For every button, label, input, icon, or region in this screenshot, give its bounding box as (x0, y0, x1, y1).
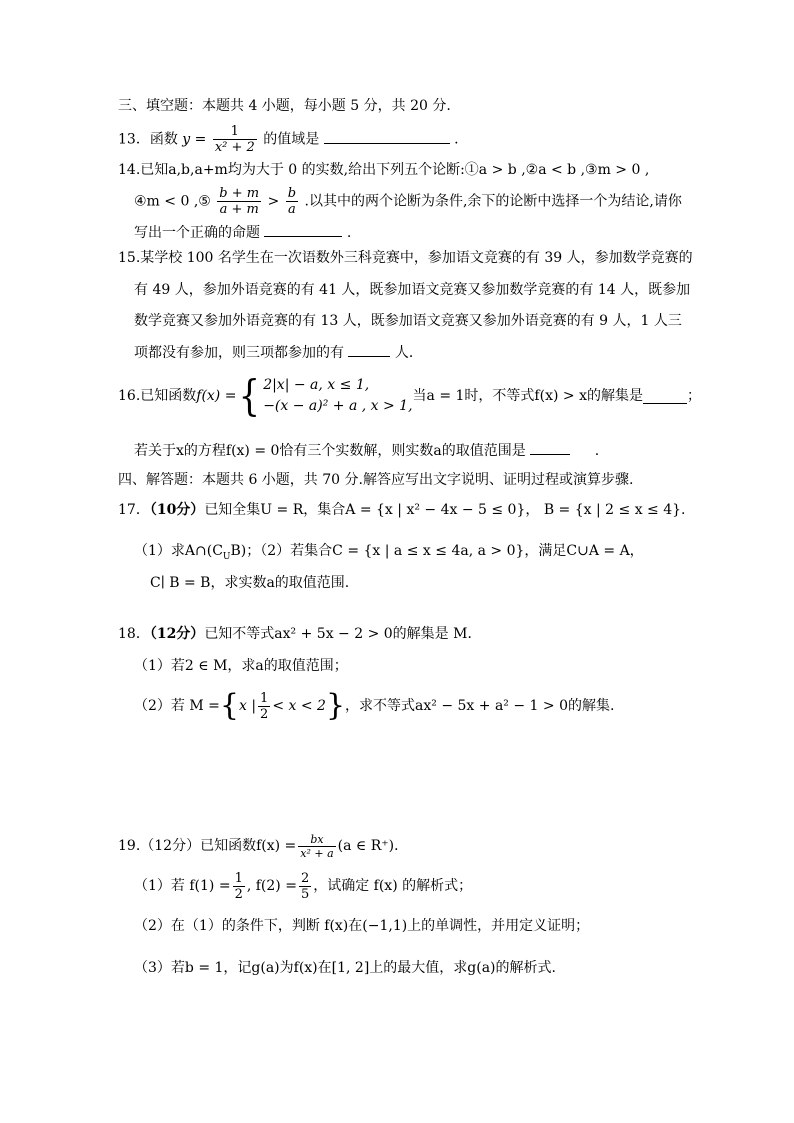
q14-fraction-1 (217, 186, 261, 217)
q14-f2-den: a (288, 202, 296, 217)
question-17-line-2 (134, 541, 644, 567)
q13-answer-blank[interactable] (324, 129, 450, 144)
question-16-line-1 (118, 368, 701, 424)
q14-f2-num: b (287, 186, 297, 201)
q14-f1-num: b + m (219, 186, 260, 201)
q17-number: 17． (118, 502, 150, 518)
question-19-line-3: （2）在（1）的条件下，判断 f(x)在(−1,1)上的单调性，并用定义证明； (134, 918, 590, 934)
q16-condition: 当a = 1时，不等式f(x) > x的解集是 (412, 388, 643, 404)
q13-lhs: y = (182, 131, 211, 148)
question-17-line-1 (118, 500, 686, 520)
question-16-line-2 (134, 440, 599, 461)
q18-l1-text: 已知不等式ax² + 5x − 2 > 0的解集是 M． (204, 626, 482, 642)
q16-case-1: 2|x| − a, x ≤ 1, (263, 377, 370, 393)
q16-brace: { (239, 371, 261, 420)
q19-f-fraction (298, 833, 335, 860)
q14-l2-suffix: .以其中的两个论断为条件,余下的论断中选择一个为结论,请你 (304, 193, 682, 210)
q18-set-num: 1 (260, 690, 269, 706)
q14-l2-prefix: ④m < 0 ,⑤ (134, 193, 211, 210)
q18-score: （12分） (149, 626, 205, 642)
q17-l2-text: （1）求A∩(C (134, 543, 223, 559)
q19-l2-mid: , f(2) = (246, 878, 297, 894)
q19-l2-suffix: ，试确定 f(x) 的解析式； (313, 878, 473, 894)
q16-prefix: 16.已知函数 (118, 388, 197, 404)
question-17-line-3: C∣ B = B，求实数a的取值范围. (150, 575, 350, 591)
q14-f1-den: a + m (219, 202, 259, 217)
question-15-line-4 (134, 342, 423, 363)
q18-number: 18． (118, 626, 150, 642)
q18-set-fraction (258, 691, 270, 722)
question-18-line-2: （1）若2 ∈ M，求a的取值范围； (134, 658, 348, 674)
q18-set-right: < x < 2 (272, 698, 326, 714)
q16-case-2: −(x − a)² + a , x > 1, (263, 398, 413, 414)
q17-l2-sub: U (222, 551, 231, 562)
q18-set-left: x | (238, 698, 257, 714)
question-14-line-3 (134, 222, 351, 243)
q14-gt: > (267, 193, 284, 210)
question-15-line-1: 15.某学校 100 名学生在一次语数外三科竞赛中，参加语文竞赛的有 39 人，参加数学竞赛的 (118, 250, 693, 266)
q16-l2-end: . (594, 443, 600, 459)
q18-left-brace: { (219, 688, 239, 723)
q16-answer-blank-2[interactable] (530, 440, 570, 455)
question-13 (118, 124, 459, 155)
q18-set-den: 2 (260, 706, 269, 722)
q15-answer-blank[interactable] (348, 342, 390, 357)
q18-l3-suffix: ，求不等式ax² − 5x + a² − 1 > 0的解集. (345, 698, 615, 714)
q17-l1-text: 已知全集U = R，集合A = {x | x² − 4x − 5 ≤ 0}， B = {x | 2 ≤ x ≤ 4}. (204, 502, 686, 518)
q19-v2-num: 2 (300, 870, 310, 886)
q17-l2-text-b: B)；（2）若集合C = {x | a ≤ x ≤ 4a, a > 0}，满足C∪A = A， (230, 543, 644, 559)
q16-fx: f(x) = (196, 388, 237, 404)
question-19-line-2 (134, 866, 472, 906)
q13-frac-den: x² + 2 (214, 140, 255, 155)
q13-end: . (454, 131, 459, 148)
q19-v2-den: 5 (300, 886, 310, 902)
q17-score: （10分） (149, 502, 205, 518)
question-15-line-2: 有 49 人，参加外语竞赛的有 41 人，既参加语文竞赛又参加数学竞赛的有 14 人，既参加 (134, 282, 691, 298)
q19-f-den: x² + a (300, 846, 334, 860)
question-14-line-1: 14.已知a,b,a+m均为大于 0 的实数,给出下列五个论断:①a > b ,②a < b ,③m > 0 , (118, 162, 650, 178)
q16-answer-blank-1[interactable] (643, 389, 687, 404)
q15-l4-end: 人． (394, 345, 423, 361)
q19-value-fraction-2 (299, 871, 311, 902)
q19-v1-den: 2 (234, 886, 243, 902)
q19-l1-suffix: (a ∈ R⁺)． (337, 838, 409, 854)
q19-value-fraction-1 (233, 871, 245, 902)
q15-l4-text: 项都没有参加，则三项都参加的有 (134, 345, 344, 361)
question-15-line-3: 数学竞赛又参加外语竞赛的有 13 人，既参加语文竞赛又参加外语竞赛的有 9 人，1 人三 (134, 313, 682, 329)
q14-l3-text: 写出一个正确的命题 (134, 225, 260, 241)
question-18-line-1 (118, 624, 481, 644)
question-19-line-1 (118, 828, 408, 864)
question-18-line-3 (134, 686, 614, 726)
q18-right-brace: } (325, 688, 346, 723)
q14-l3-end: . (346, 225, 352, 241)
q18-l3-prefix: （2）若 M = (134, 698, 220, 714)
section-4-heading: 四、解答题：本题共 6 小题，共 70 分.解答应写出文字说明、证明过程或演算步骤. (118, 472, 634, 488)
section-3-heading: 三、填空题：本题共 4 小题，每小题 5 分，共 20 分. (118, 98, 451, 114)
q19-l2-prefix: （1）若 f(1) = (134, 878, 231, 894)
q13-frac-num: 1 (213, 124, 257, 140)
q14-fraction-2 (286, 186, 298, 217)
q13-suffix: 的值域是 (263, 131, 320, 148)
q19-v1-num: 1 (234, 870, 243, 886)
q19-l1-prefix: 19.（12分）已知函数f(x) = (118, 838, 297, 854)
q16-cases (263, 375, 412, 417)
question-14-line-2 (134, 186, 682, 217)
question-19-line-4: （3）若b = 1，记g(a)为f(x)在[1, 2]上的最大值，求g(a)的解析式. (134, 960, 556, 976)
q19-f-num: bx (298, 833, 335, 847)
q14-answer-blank[interactable] (264, 222, 342, 237)
q16-l2-text: 若关于x的方程f(x) = 0恰有三个实数解，则实数a的取值范围是 (134, 443, 526, 459)
q13-prefix: 13．函数 (118, 131, 178, 148)
q13-fraction (213, 124, 257, 155)
q16-end: ； (686, 388, 701, 404)
